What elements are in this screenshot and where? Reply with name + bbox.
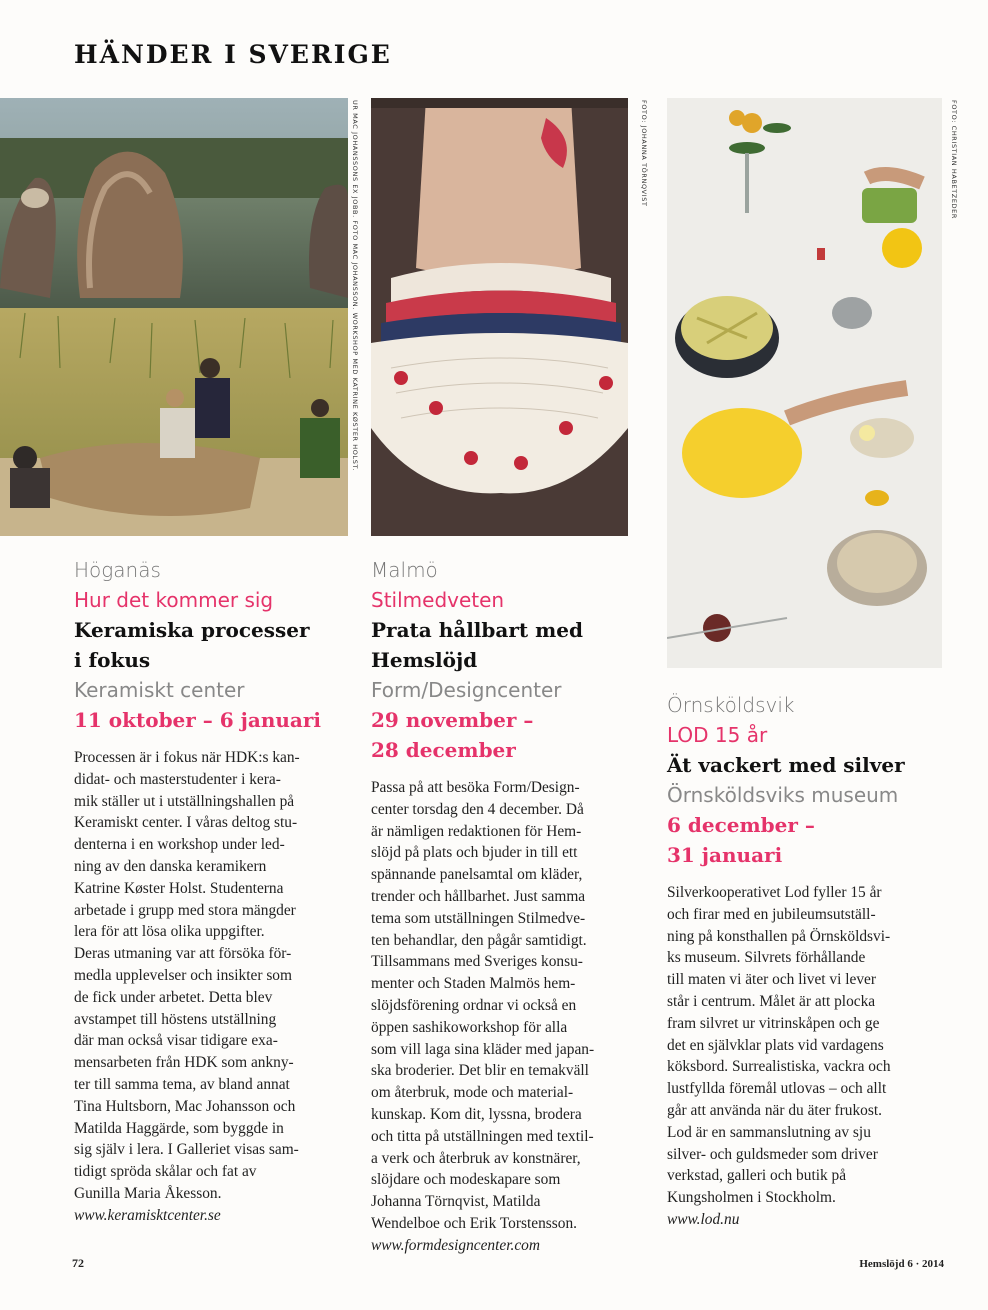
article-body: Processen är i fokus när HDK:s kan- didat- och masterstudenter i kera- mik ställer ut i utställningshallen på Keramiskt center. I våras deltog stu- denterna i en workshop under led- ning av den danska keramikern Katrine Køster Holst. Studenterna arbetade i grupp med stora mängder lera för att lösa olika uppgifter. Deras utmaning var att försöka för- medla upplevelser och insikter som de fick under arbetet. Detta blev avstampet till höstens utställning där man också visar tidigare exa- mensarbeten från HDK som ankny- ter till samma tema, av bland annat Tina Hultsborn, Mac Johansson och Matilda Haggärde, som byggde in sig själv i lera. I Galleriet visas sam- tidigt spröda skålar och fat av Gunilla Maria Åkesson. bbox=[74, 749, 300, 1202]
article-dates: 6 december – 31 januari bbox=[667, 813, 815, 867]
article-link[interactable]: www.formdesigncenter.com bbox=[371, 1236, 540, 1254]
photo-silver-table bbox=[667, 98, 942, 668]
article-link[interactable]: www.keramisktcenter.se bbox=[74, 1206, 221, 1224]
article-city: Malmö bbox=[371, 558, 438, 582]
article-venue: Örnsköldsviks museum bbox=[667, 783, 899, 807]
page-number: 72 bbox=[72, 1256, 84, 1270]
section-title: HÄNDER I SVERIGE bbox=[74, 40, 392, 69]
article-link[interactable]: www.lod.nu bbox=[667, 1210, 740, 1228]
exhibition-title: LOD 15 år bbox=[667, 723, 768, 747]
article-city: Höganäs bbox=[74, 558, 161, 582]
article-column-3 bbox=[667, 690, 947, 1231]
photo-credit-1: UR MAC JOHANSSONS EX JOBB. FOTO MAC JOHANSSON. WORKSHOP MED KATRINE KØSTER HOLST. bbox=[351, 100, 359, 471]
article-headline: Prata hållbart med Hemslöjd bbox=[371, 618, 583, 672]
article-city: Örnsköldsvik bbox=[667, 693, 795, 717]
photo-lace-collar bbox=[371, 98, 628, 536]
exhibition-title: Hur det kommer sig bbox=[74, 588, 274, 612]
article-headline: Ät vackert med silver bbox=[667, 753, 905, 777]
photo-credit-2: FOTO: JOHANNA TÖRNQVIST bbox=[640, 100, 648, 207]
article-column-2 bbox=[371, 555, 641, 1257]
exhibition-title: Stilmedveten bbox=[371, 588, 505, 612]
article-body: Silverkooperativet Lod fyller 15 år och firar med en jubileumsutställ- ning på konsthallen på Örnsköldsvi- ks museum. Silvrets förhållande till maten vi äter och livet vi lever står i centrum. Målet är att plocka fram silvret ur vitrinskåpen och ge det en självklar plats vid vardagens köksbord. Surrealistiska, vackra och lustfyllda föremål utlovas – och allt går att använda när du äter frukost. Lod är en sammanslutning av sju silver- och guldsmeder som driver verkstad, galleri och butik på Kungsholmen i Stockholm. bbox=[667, 884, 891, 1207]
article-body: Passa på att besöka Form/Design- center torsdag den 4 december. Då är nämligen redaktionen för Hem- slöjd på plats och bjuder in till ett spännande panelsamtal om kläder, trender och hållbarhet. Just samma tema som utställningen Stilmedve- ten behandlar, den pågår samtidigt. Tillsammans med Sveriges konsu- menter och Staden Malmös hem- slöjdsförening ordnar vi också en öppen sashikoworkshop för alla som vill laga sina kläder med japan- ska broderier. Det blir en temakväll om återbruk, mode och material- kunskap. Kom dit, lyssna, brodera och titta på utställningen med textil- a verk och återbruk av konstnärer, slöjdare och modeskapare som Johanna Törnqvist, Matilda Wendelboe och Erik Torstensson. bbox=[371, 779, 595, 1232]
article-column-1 bbox=[74, 555, 359, 1227]
photo-ceramic-workshop bbox=[0, 98, 348, 536]
photo-credit-3: FOTO: CHRISTIAN HABETZEDER bbox=[950, 100, 958, 219]
article-dates: 11 oktober – 6 januari bbox=[74, 708, 321, 732]
article-venue: Keramiskt center bbox=[74, 678, 245, 702]
article-dates: 29 november – 28 december bbox=[371, 708, 534, 762]
magazine-issue: Hemslöjd 6 · 2014 bbox=[859, 1258, 944, 1270]
article-headline: Keramiska processer i fokus bbox=[74, 618, 310, 672]
article-venue: Form/Designcenter bbox=[371, 678, 562, 702]
